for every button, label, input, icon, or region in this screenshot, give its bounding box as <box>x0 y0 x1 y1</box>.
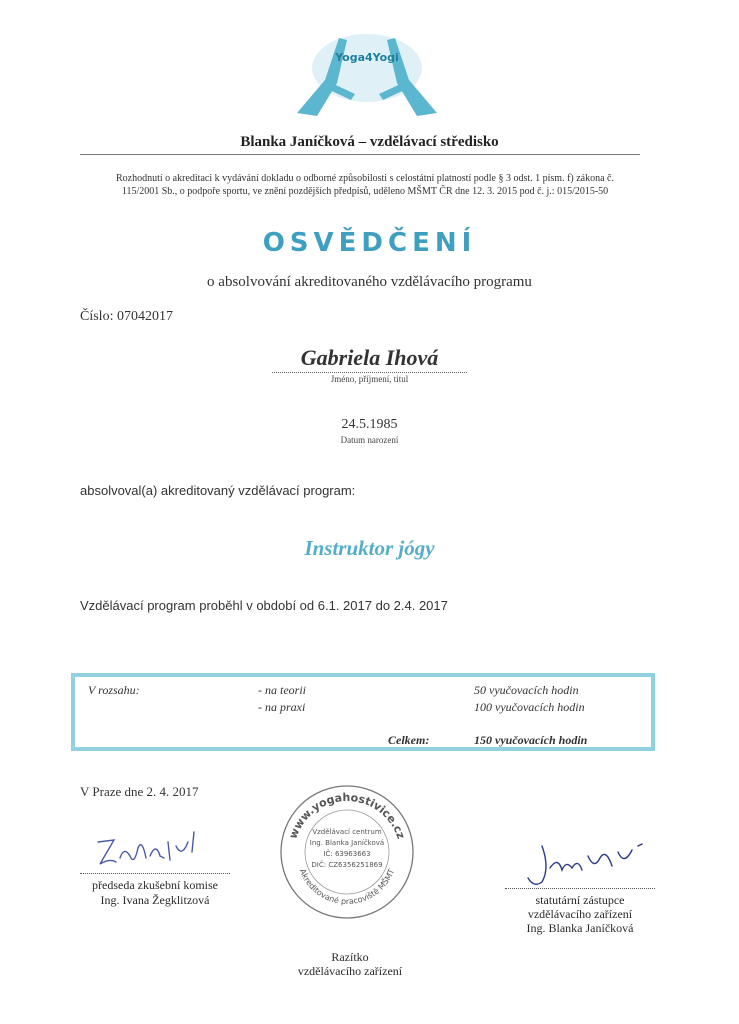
examiner-signature <box>90 828 210 876</box>
director-name: Ing. Blanka Janíčková <box>526 921 634 935</box>
stamp-line-1: Vzdělávací centrum <box>312 828 382 836</box>
director-signature <box>520 838 660 890</box>
accreditation-text <box>80 172 650 198</box>
birth-date-caption: Datum narození <box>340 435 399 445</box>
total-label: Celkem: <box>388 733 430 747</box>
scope-label: V rozsahu: <box>88 683 140 697</box>
director-signature-line <box>505 888 655 889</box>
examiner-name: Ing. Ivana Žegklitzová <box>100 893 210 907</box>
holder-name: Gabriela Ihová <box>300 345 439 370</box>
program-period: Vzdělávací program proběhl v období od 6.1. 2017 do 2.4. 2017 <box>80 598 448 613</box>
director-role-line-1: statutární zástupce <box>535 893 625 907</box>
place-and-date: V Praze dne 2. 4. 2017 <box>80 784 199 799</box>
theory-hours: 50 vyučovacích hodin <box>474 683 579 697</box>
header-divider <box>80 154 640 155</box>
stamp-line-2: Ing. Blanka Janíčková <box>309 839 385 847</box>
name-caption: Jméno, příjmení, titul <box>330 374 409 384</box>
accreditation-line-1: Rozhodnutí o akreditaci k vydávání dokladu o odborné způsobilosti s celostátní platností podle § 3 odst. 1 písm. f) zákona č. <box>116 173 614 184</box>
stamp-arc-bottom: Akreditované pracoviště MŠMT <box>297 867 397 907</box>
stamp-arc-top: www.yogahostivice.cz <box>286 790 408 841</box>
certificate-subtitle: o absolvování akreditovaného vzdělávacího programu <box>207 274 532 290</box>
accreditation-line-2: 115/2001 Sb., o podpoře sportu, ve znění pozdějších předpisů, uděleno MŠMT ČR dne 12. 3. 2015 pod č. j.: 015/2015-50 <box>121 186 609 197</box>
stamp-label-line-1: Razítko <box>331 950 369 964</box>
theory-label: - na teorii <box>258 683 306 697</box>
birth-date: 24.5.1985 <box>341 417 398 432</box>
name-underline <box>272 372 467 373</box>
certificate-title: OSVĚDČENÍ <box>262 228 477 258</box>
practice-label: - na praxi <box>258 700 306 714</box>
institution-title: Blanka Janíčková – vzdělávací středisko <box>240 134 499 150</box>
director-role-line-2: vzdělávacího zařízení <box>527 907 633 921</box>
stamp-label-line-2: vzdělávacího zařízení <box>297 964 403 978</box>
examiner-signature-line <box>80 873 230 874</box>
svg-text:Akreditované pracoviště MŠMT <box>298 868 396 906</box>
official-stamp <box>272 782 422 922</box>
certificate-number: Číslo: 07042017 <box>80 309 173 324</box>
logo-text: Yoga4Yogi <box>335 51 399 64</box>
practice-hours: 100 vyučovacích hodin <box>474 700 585 714</box>
completed-text: absolvoval(a) akreditovaný vzdělávací program: <box>80 483 356 498</box>
hours-box <box>71 673 655 751</box>
total-hours: 150 vyučovacích hodin <box>474 733 588 747</box>
examiner-role: předseda zkušební komise <box>92 878 218 892</box>
stamp-line-4: DIČ: CZ6356251869 <box>311 861 383 869</box>
yoga4yogi-logo <box>277 28 457 120</box>
stamp-line-3: IČ: 63963663 <box>323 850 371 858</box>
program-name: Instruktor jógy <box>304 536 435 560</box>
